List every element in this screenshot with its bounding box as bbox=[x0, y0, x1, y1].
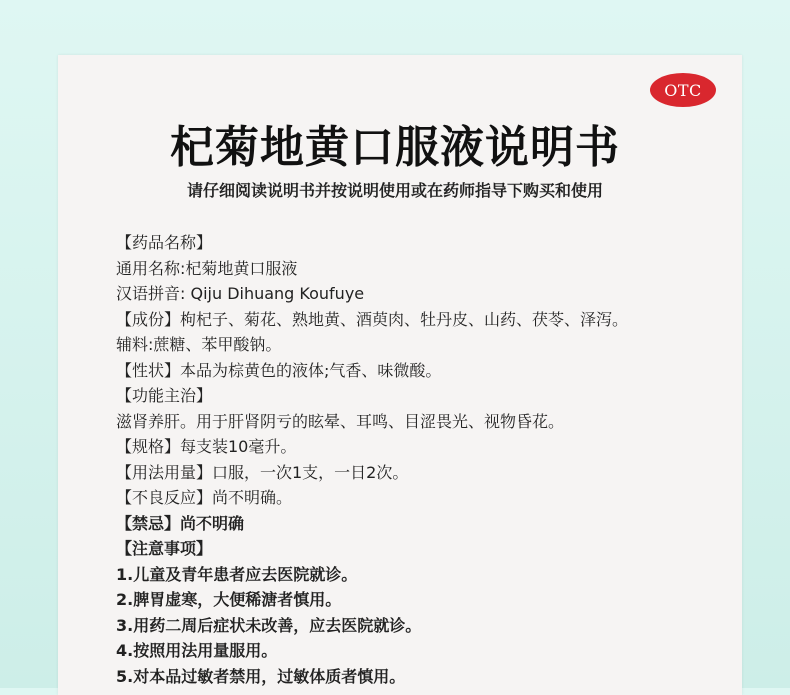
precaution-item: 1.儿童及青年患者应去医院就诊。 bbox=[116, 564, 358, 584]
document-title: 杞菊地黄口服液说明书 bbox=[170, 122, 620, 173]
precaution-item: 5.对本品过敏者禁用，过敏体质者慎用。 bbox=[116, 666, 406, 686]
adverse-reactions-line: 【不良反应】尚不明确。 bbox=[116, 488, 293, 507]
ingredients-line: 【成份】枸杞子、菊花、熟地黄、酒萸肉、牡丹皮、山药、茯苓、泽泻。 bbox=[116, 309, 629, 329]
precaution-item: 4.按照用法用量服用。 bbox=[116, 641, 278, 660]
generic-name-line: 通用名称:杞菊地黄口服液 bbox=[116, 258, 298, 278]
specification-line: 【规格】每支装10毫升。 bbox=[116, 437, 297, 456]
otc-badge bbox=[650, 73, 716, 107]
section-drug-name-heading: 【药品名称】 bbox=[116, 233, 213, 252]
document-body bbox=[116, 230, 736, 689]
document-subtitle: 请仔细阅读说明书并按说明使用或在药师指导下购买和使用 bbox=[186, 181, 603, 200]
otc-badge-text: OTC bbox=[664, 80, 702, 100]
excipients-line: 辅料:蔗糖、苯甲酸钠。 bbox=[116, 335, 282, 354]
description-line: 【性状】本品为棕黄色的液体;气香、味微酸。 bbox=[116, 360, 442, 380]
dosage-line: 【用法用量】口服，一次1支，一日2次。 bbox=[116, 462, 409, 482]
section-indications-heading: 【功能主治】 bbox=[116, 386, 213, 405]
precaution-item: 2.脾胃虚寒，大便稀溏者慎用。 bbox=[116, 590, 342, 609]
indications-line: 滋肾养肝。用于肝肾阴亏的眩晕、耳鸣、目涩畏光、视物昏花。 bbox=[116, 411, 565, 431]
section-precautions-heading: 【注意事项】 bbox=[116, 539, 213, 558]
pinyin-name-line: 汉语拼音: Qiju Dihuang Koufuye bbox=[116, 284, 365, 303]
precaution-item: 3.用药二周后症状未改善，应去医院就诊。 bbox=[116, 615, 422, 635]
contraindications-line: 【禁忌】尚不明确 bbox=[116, 513, 245, 533]
